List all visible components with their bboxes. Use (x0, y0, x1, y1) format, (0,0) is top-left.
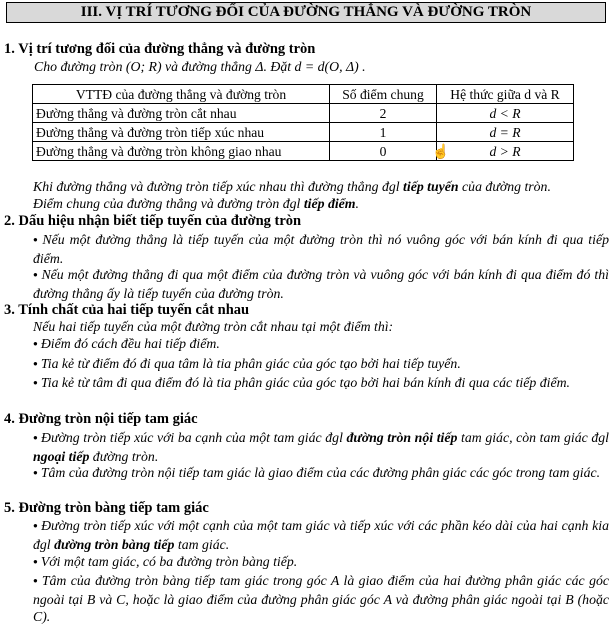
list-item: ● Tia kẻ từ điểm đó đi qua tâm là tia phân giác của góc tạo bởi hai tiếp tuyến. (33, 355, 609, 374)
table-cell: d < R (437, 104, 574, 123)
page-title: III. VỊ TRÍ TƯƠNG ĐỐI CỦA ĐƯỜNG THẲNG VÀ ĐƯỜNG TRÒN (6, 2, 606, 23)
section-2-heading: 2. Dấu hiệu nhận biết tiếp tuyến của đường tròn (4, 213, 302, 229)
list-item: ● Tâm của đường tròn nội tiếp tam giác là giao điểm của các đường phân giác các góc trong tam giác. (33, 464, 609, 483)
table-row (33, 142, 574, 161)
list-item: ● Nếu một đường thẳng đi qua một điểm của đường tròn và vuông góc với bán kính đi qua điểm đó thì đường thẳng ấy là tiếp tuyến của đường tròn. (33, 266, 609, 302)
list-item: ● Tia kẻ từ tâm đi qua điểm đó là tia phân giác của góc tạo bởi hai bán kính đi qua các tiếp điểm. (33, 374, 609, 393)
list-item: ● Tâm của đường tròn bàng tiếp tam giác trong góc A là giao điểm của hai đường phân giác các góc ngoài tại B và C, hoặc là giao điểm của đường phân giác góc A và đường phân giác ngoài tại B (hoặc C). (33, 572, 609, 625)
section-5-heading: 5. Đường tròn bàng tiếp tam giác (4, 500, 209, 516)
table-row (33, 104, 574, 123)
list-item: ● Đường tròn tiếp xúc với một cạnh của một tam giác và tiếp xúc với các phần kéo dài của hai cạnh kia đgl đường tròn bàng tiếp tam giác. (33, 517, 609, 553)
table-row (33, 123, 574, 142)
list-item: ● Điểm đó cách đều hai tiếp điểm. (33, 335, 609, 354)
table-header: Số điểm chung (330, 85, 437, 104)
table-cell: d > R (437, 142, 574, 161)
table-cell: Đường thẳng và đường tròn tiếp xúc nhau (33, 123, 330, 142)
hand-cursor-icon: ☝ (432, 145, 450, 160)
table-header: VTTĐ của đường thẳng và đường tròn (33, 85, 330, 104)
section-1-intro: Cho đường tròn (O; R) và đường thẳng Δ. Đặt d = d(O, Δ) . (34, 59, 366, 74)
section-1-heading: 1. Vị trí tương đối của đường thẳng và đường tròn (4, 41, 316, 57)
table-cell: Đường thẳng và đường tròn cắt nhau (33, 104, 330, 123)
table-cell: 0 (330, 142, 437, 161)
table-cell: 2 (330, 104, 437, 123)
table-cell: 1 (330, 123, 437, 142)
table-cell: Đường thẳng và đường tròn không giao nhau (33, 142, 330, 161)
list-item: ● Nếu một đường thẳng là tiếp tuyến của một đường tròn thì nó vuông góc với bán kính đi qua tiếp điểm. (33, 231, 609, 267)
section-3-intro: Nếu hai tiếp tuyến của một đường tròn cắt nhau tại một điểm thì: (33, 319, 394, 334)
section-3-heading: 3. Tính chất của hai tiếp tuyến cắt nhau (4, 302, 250, 318)
relative-position-table (32, 84, 574, 161)
tangent-definition: Khi đường thẳng và đường tròn tiếp xúc nhau thì đường thẳng đgl tiếp tuyến của đường tròn. (33, 179, 551, 194)
section-4-heading: 4. Đường tròn nội tiếp tam giác (4, 411, 198, 427)
list-item: ● Đường tròn tiếp xúc với ba cạnh của một tam giác đgl đường tròn nội tiếp tam giác, còn tam giác đgl ngoại tiếp đường tròn. (33, 429, 609, 465)
tangent-point-definition: Điểm chung của đường thẳng và đường tròn đgl tiếp điểm. (33, 196, 359, 211)
table-cell: d = R (437, 123, 574, 142)
list-item: ● Với một tam giác, có ba đường tròn bàng tiếp. (33, 553, 609, 572)
table-header: Hệ thức giữa d và R (437, 85, 574, 104)
